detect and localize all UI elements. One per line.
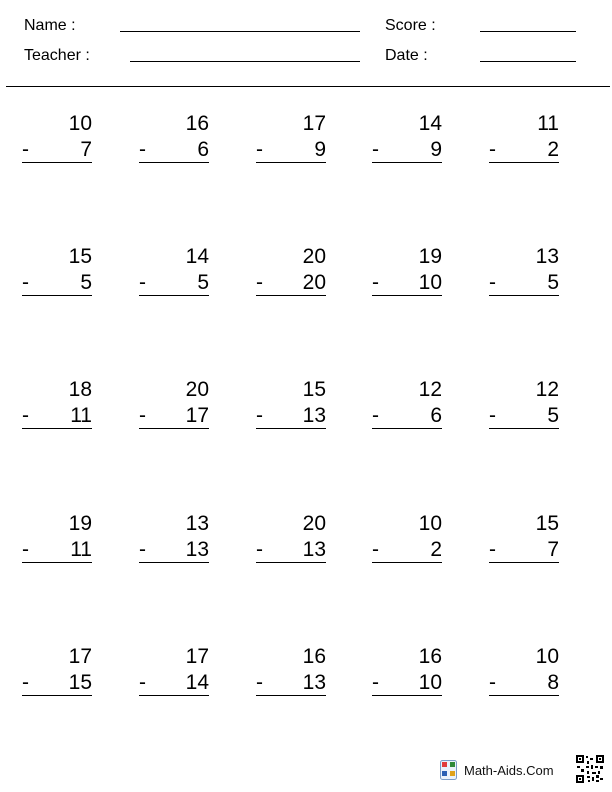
subtraction-problem [489,112,559,160]
answer-line[interactable] [372,428,442,429]
answer-line[interactable] [489,428,559,429]
minus-sign: - [139,404,146,427]
minuend: 14 [185,245,209,268]
minuend: 11 [537,112,559,135]
subtraction-problem [256,512,326,560]
minuend: 18 [68,378,92,401]
minuend: 15 [68,245,92,268]
subtraction-problem [489,378,559,426]
subtraction-problem [489,512,559,560]
subtrahend: 7 [80,138,92,161]
minuend: 12 [418,378,442,401]
minus-sign: - [372,538,379,561]
minus-sign: - [372,671,379,694]
answer-line[interactable] [489,695,559,696]
answer-line[interactable] [256,562,326,563]
subtrahend: 5 [547,271,559,294]
minus-sign: - [256,271,263,294]
math-aids-logo-icon [440,760,457,780]
answer-line[interactable] [22,695,92,696]
answer-line[interactable] [139,695,209,696]
subtrahend: 6 [430,404,442,427]
minuend: 15 [535,512,559,535]
minus-sign: - [372,138,379,161]
subtrahend: 2 [547,138,559,161]
minus-sign: - [489,538,496,561]
subtrahend: 13 [302,671,326,694]
minus-sign: - [139,271,146,294]
subtraction-problem [372,645,442,693]
minus-sign: - [489,671,496,694]
subtraction-problem [256,245,326,293]
subtraction-problem [22,112,92,160]
subtrahend: 11 [70,538,92,561]
subtrahend: 5 [80,271,92,294]
subtrahend: 9 [314,138,326,161]
subtraction-problem [372,512,442,560]
minuend: 16 [302,645,326,668]
answer-line[interactable] [139,428,209,429]
subtrahend: 20 [302,271,326,294]
name-label: Name : [24,17,76,34]
minus-sign: - [256,404,263,427]
answer-line[interactable] [22,162,92,163]
minus-sign: - [256,671,263,694]
minus-sign: - [22,271,29,294]
subtraction-problem [256,112,326,160]
subtrahend: 13 [302,404,326,427]
minus-sign: - [139,671,146,694]
answer-line[interactable] [256,162,326,163]
minus-sign: - [256,538,263,561]
qr-code-icon [575,754,605,784]
minus-sign: - [22,404,29,427]
minuend: 14 [418,112,442,135]
minuend: 20 [185,378,209,401]
subtraction-problem [372,112,442,160]
minus-sign: - [139,138,146,161]
subtrahend: 13 [302,538,326,561]
subtrahend: 6 [197,138,209,161]
minus-sign: - [489,138,496,161]
subtraction-problem [22,245,92,293]
subtraction-problem [256,378,326,426]
answer-line[interactable] [139,162,209,163]
answer-line[interactable] [139,295,209,296]
subtrahend: 15 [68,671,92,694]
answer-line[interactable] [372,695,442,696]
subtrahend: 17 [185,404,209,427]
subtrahend: 14 [185,671,209,694]
minuend: 10 [68,112,92,135]
answer-line[interactable] [256,695,326,696]
site-credit: Math-Aids.Com [464,763,554,778]
minus-sign: - [139,538,146,561]
answer-line[interactable] [489,295,559,296]
answer-line[interactable] [256,295,326,296]
teacher-label: Teacher : [24,47,90,64]
subtrahend: 10 [418,271,442,294]
minuend: 20 [302,245,326,268]
minuend: 17 [68,645,92,668]
subtrahend: 2 [430,538,442,561]
minus-sign: - [372,271,379,294]
answer-line[interactable] [372,295,442,296]
minus-sign: - [22,671,29,694]
subtraction-problem [22,512,92,560]
answer-line[interactable] [489,562,559,563]
subtraction-problem [22,645,92,693]
minuend: 13 [185,512,209,535]
minuend: 10 [418,512,442,535]
subtrahend: 11 [70,404,92,427]
answer-line[interactable] [139,562,209,563]
subtraction-problem [489,645,559,693]
minus-sign: - [22,538,29,561]
answer-line[interactable] [256,428,326,429]
answer-line[interactable] [22,295,92,296]
subtrahend: 7 [547,538,559,561]
minus-sign: - [22,138,29,161]
subtrahend: 9 [430,138,442,161]
minuend: 10 [535,645,559,668]
answer-line[interactable] [22,562,92,563]
minus-sign: - [372,404,379,427]
subtraction-problem [139,645,209,693]
minuend: 19 [68,512,92,535]
minuend: 19 [418,245,442,268]
subtraction-problem [22,378,92,426]
subtrahend: 5 [197,271,209,294]
minuend: 15 [302,378,326,401]
subtraction-problem [139,245,209,293]
subtrahend: 10 [418,671,442,694]
answer-line[interactable] [372,562,442,563]
date-label: Date : [385,47,428,64]
subtrahend: 13 [185,538,209,561]
subtrahend: 8 [547,671,559,694]
minuend: 20 [302,512,326,535]
subtraction-problem [489,245,559,293]
minus-sign: - [489,404,496,427]
subtraction-problem [139,512,209,560]
answer-line[interactable] [22,428,92,429]
minuend: 17 [302,112,326,135]
minus-sign: - [256,138,263,161]
subtrahend: 5 [547,404,559,427]
answer-line[interactable] [489,162,559,163]
subtraction-problem [372,378,442,426]
minuend: 17 [185,645,209,668]
minuend: 13 [535,245,559,268]
minus-sign: - [489,271,496,294]
subtraction-problem [139,112,209,160]
subtraction-problem [372,245,442,293]
subtraction-problem [139,378,209,426]
answer-line[interactable] [372,162,442,163]
minuend: 16 [418,645,442,668]
subtraction-problem [256,645,326,693]
minuend: 16 [185,112,209,135]
minuend: 12 [535,378,559,401]
score-label: Score : [385,17,436,34]
